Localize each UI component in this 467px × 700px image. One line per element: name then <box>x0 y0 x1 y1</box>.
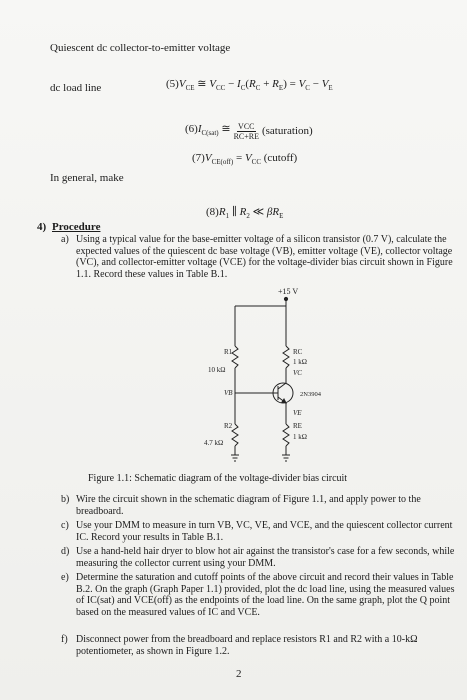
vc-label: VC <box>293 369 302 377</box>
vb-label: VB <box>224 389 233 397</box>
r1-value: 10 kΩ <box>208 366 226 374</box>
step-d-label: d) <box>61 546 70 557</box>
step-b <box>61 494 456 517</box>
step-d <box>61 546 456 569</box>
rc-name: RC <box>293 348 303 356</box>
step-f <box>61 634 456 657</box>
step-a-text: Using a typical value for the base-emitter voltage of a silicon transistor (0.7 V), calculate the expected values of the quiescent dc base voltage (VB), emitter voltage (VE), collector voltage (VC), and collector-emitter voltage (VCE) for the voltage-divider bias circuit shown in Figure 1.1. Record these values in Table B.1. <box>76 234 453 280</box>
equation-5: $(5)V_{CE}$ ≅ $V_{CC} - I_C(R_C + R_E) = V_C - V_E$ <box>166 78 333 93</box>
step-d-text: Use a hand-held hair dryer to blow hot air against the transistor's case for a few seconds, while measuring the collector current using your DMM. <box>76 546 455 569</box>
r2-name: R2 <box>224 422 233 430</box>
equation-6: $(6)I_{C(sat)}$ ≅ VCC RC+RE (saturation) <box>185 122 313 141</box>
supply-label: +15 V <box>278 287 299 296</box>
r1-resistor <box>232 346 238 368</box>
procedure-number: 4) <box>37 221 47 233</box>
step-e-text: Determine the saturation and cutoff points of the above circuit and record their values in Table B.2. On the graph (Graph Paper 1.1) provided, plot the dc load line, using the measured values of IC(sat) and VCE(off) as the endpoints of the load line. On the same graph, plot the Q point based on the measured values of IC and VCE. <box>76 572 455 618</box>
step-b-label: b) <box>61 494 70 505</box>
ve-label: VE <box>293 409 302 417</box>
step-c-text: Use your DMM to measure in turn VB, VC, VE, and VCE, and the quiescent collector current IC. Record your results in Table B.1. <box>76 520 453 543</box>
r2-resistor <box>232 424 238 446</box>
re-value: 1 kΩ <box>293 433 307 441</box>
equation-7: $(7)V_{CE(off)} = V_{CC}$ (cutoff) <box>192 152 298 167</box>
dc-load-line-label: dc load line <box>50 82 102 94</box>
page-number: 2 <box>236 668 242 680</box>
procedure-title: Procedure <box>52 221 101 233</box>
step-f-label: f) <box>61 634 68 645</box>
step-e <box>61 572 456 618</box>
transistor-label: 2N3904 <box>300 391 321 398</box>
step-c-label: c) <box>61 520 69 531</box>
eq6-saturation: (saturation) <box>261 125 313 137</box>
eq6-denominator: RC+RE <box>233 132 259 141</box>
in-general-text: In general, make <box>50 172 124 184</box>
rc-resistor <box>283 346 289 368</box>
voltage-divider-schematic <box>190 282 340 464</box>
rc-value: 1 kΩ <box>293 358 307 366</box>
step-e-label: e) <box>61 572 69 583</box>
eq6-numerator: VCC <box>238 122 255 131</box>
step-c <box>61 520 456 543</box>
r2-value: 4.7 kΩ <box>204 439 224 447</box>
step-a <box>61 234 454 280</box>
equation-8: $(8)R_1$ ∥ $R_2$ ≪ $\beta R_E$ <box>206 206 284 221</box>
re-resistor <box>283 424 289 446</box>
step-a-label: a) <box>61 234 69 245</box>
section-heading: Quiescent dc collector-to-emitter voltage <box>50 42 231 54</box>
step-b-text: Wire the circuit shown in the schematic diagram of Figure 1.1, and apply power to the breadboard. <box>76 494 421 517</box>
step-f-text: Disconnect power from the breadboard and replace resistors R1 and R2 with a 10-kΩ potentiometer, as shown in Figure 1.2. <box>76 634 418 657</box>
re-name: RE <box>293 422 302 430</box>
r1-name: R1 <box>224 348 233 356</box>
figure-caption: Figure 1.1: Schematic diagram of the voltage-divider bias circuit <box>88 473 348 484</box>
